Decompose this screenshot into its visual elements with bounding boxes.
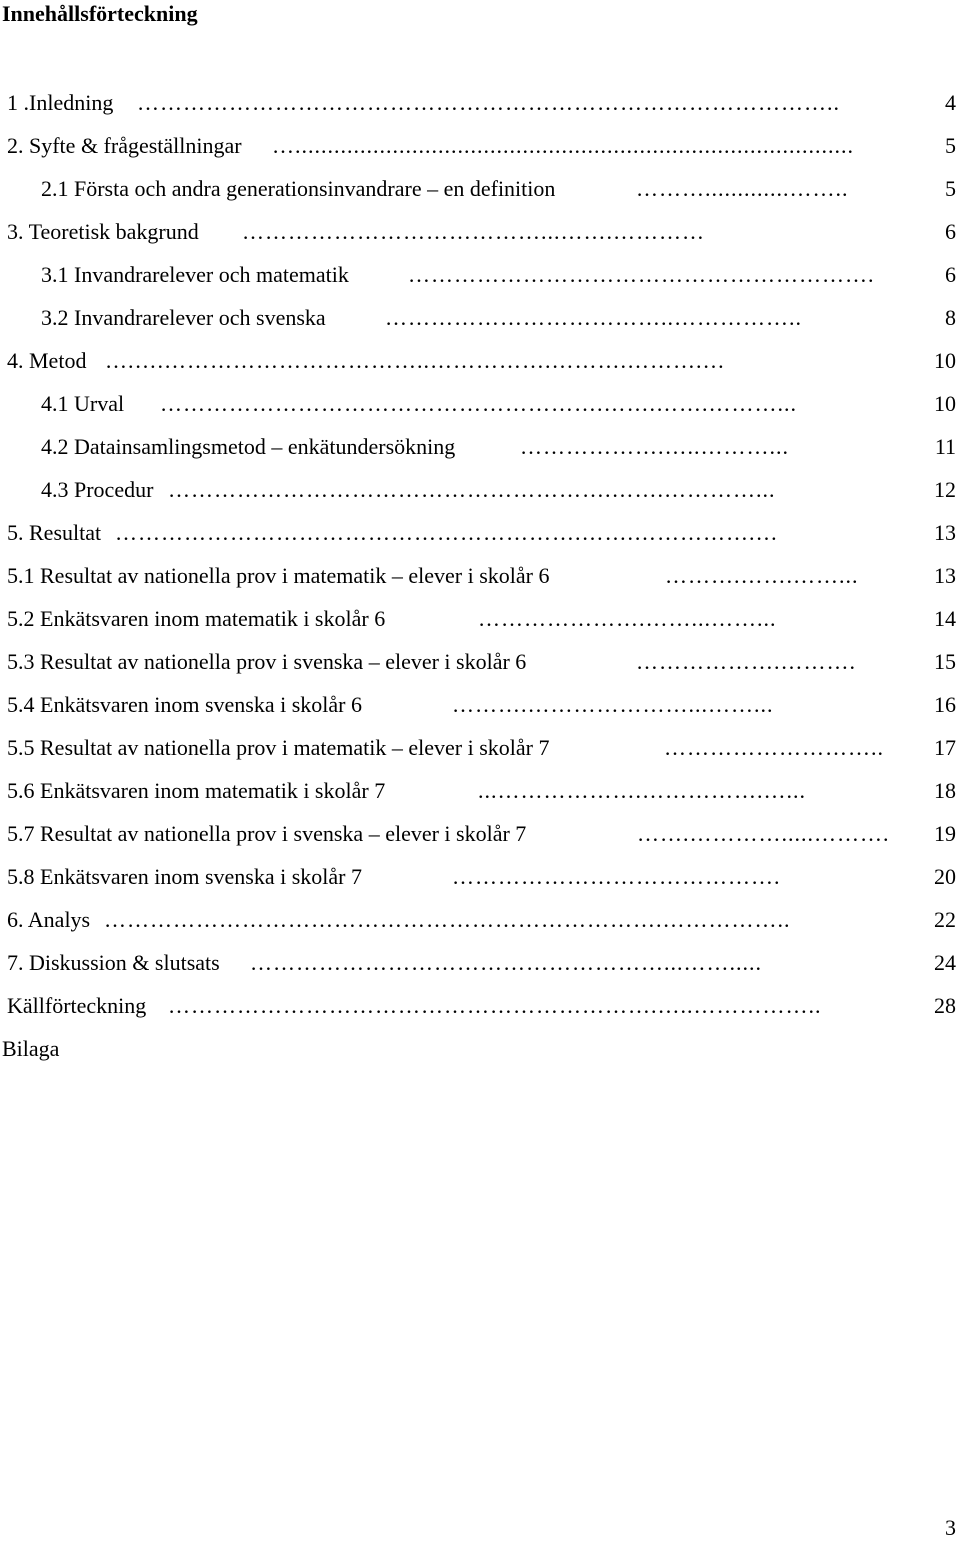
toc-entry-title: 3.1 Invandrarelever och matematik <box>41 262 349 287</box>
toc-entry-title: Bilaga <box>2 1036 60 1061</box>
toc-entry-leader: ……………………………………………………. <box>408 262 875 287</box>
toc-entry-leader: ………………………………..…………….. <box>385 305 802 330</box>
toc-entry-page: 19 <box>933 814 956 854</box>
toc-entry-title: 3. Teoretisk bakgrund <box>7 219 199 244</box>
toc-entry[interactable] <box>0 943 960 983</box>
toc-entry-page: 10 <box>933 341 956 381</box>
toc-entry-page: 28 <box>933 986 956 1026</box>
toc-entry-page: 4 <box>944 83 956 123</box>
toc-entry-leader: ……………………………………………………………………………….. <box>137 90 840 115</box>
toc-entry-leader: ……………….………. <box>636 649 856 674</box>
page-number: 3 <box>945 1515 956 1540</box>
toc-entry-title: 4.2 Datainsamlingsmetod – enkätundersökning <box>41 434 456 459</box>
toc-entry[interactable] <box>0 1029 960 1069</box>
toc-entry-leader: …….………….....………. <box>637 821 890 846</box>
toc-entry[interactable] <box>0 814 960 854</box>
toc-entry-leader: ….….……………………………..…………….……….……….… <box>105 348 726 373</box>
toc-entry-page: 22 <box>933 900 956 940</box>
toc-entry-title: 4.1 Urval <box>41 391 125 416</box>
toc-entry-page: 24 <box>933 943 956 983</box>
toc-entry-leader: ……………….…..………... <box>520 434 789 459</box>
toc-entry-title: 2. Syfte & frågeställningar <box>7 133 242 158</box>
toc-entry[interactable] <box>0 341 960 381</box>
toc-entry-title: 5.2 Enkätsvaren inom matematik i skolår 6 <box>7 606 386 631</box>
toc-entry-leader: ……….…….……... <box>665 563 859 588</box>
toc-entry-title: 3.2 Invandrarelever och svenska <box>41 305 326 330</box>
toc-entry-page: 11 <box>934 427 956 467</box>
toc-entry-page: 15 <box>933 642 956 682</box>
toc-entry-title: 6. Analys <box>7 907 91 932</box>
toc-entry-page: 13 <box>933 556 956 596</box>
page-title: Innehållsförteckning <box>2 1 198 26</box>
toc-entry-title: 1 .Inledning <box>7 90 114 115</box>
toc-entry[interactable] <box>0 642 960 682</box>
toc-entry[interactable] <box>0 83 960 123</box>
toc-entry-title: 5.7 Resultat av nationella prov i svenska – elever i skolår 7 <box>7 821 527 846</box>
toc-entry-title: 5.8 Enkätsvaren inom svenska i skolår 7 <box>7 864 362 889</box>
toc-entry-title: 2.1 Första och andra generationsinvandrare – en definition <box>41 176 556 201</box>
toc-entry-page: 16 <box>933 685 956 725</box>
toc-entry-title: 5.5 Resultat av nationella prov i matematik – elever i skolår 7 <box>7 735 550 760</box>
toc-entry[interactable] <box>0 513 960 553</box>
toc-entry-leader: …………………………………………………….…….…………….… <box>115 520 779 545</box>
toc-entry-leader: ...……………….…………….…... <box>478 778 806 803</box>
toc-entry[interactable] <box>0 986 960 1026</box>
toc-entry[interactable] <box>0 556 960 596</box>
toc-entry-page: 13 <box>933 513 956 553</box>
toc-entry[interactable] <box>0 212 960 252</box>
toc-entry-page: 6 <box>944 212 956 252</box>
toc-entry-leader: ………………….……...……... <box>478 606 777 631</box>
toc-entry[interactable] <box>0 470 960 510</box>
toc-entry-page: 5 <box>944 126 956 166</box>
toc-entry[interactable] <box>0 427 960 467</box>
toc-entry-page: 6 <box>944 255 956 295</box>
toc-entry-title: 5.1 Resultat av nationella prov i matematik – elever i skolår 6 <box>7 563 550 588</box>
toc-entry-title: 5.3 Resultat av nationella prov i svenska – elever i skolår 6 <box>7 649 527 674</box>
toc-entry-leader: ……………………………………………………….…..…………….. <box>168 993 822 1018</box>
toc-entry-page: 17 <box>933 728 956 768</box>
toc-entry[interactable] <box>0 298 960 338</box>
toc-entry[interactable] <box>0 255 960 295</box>
toc-entry-leader: ……….…………………...……... <box>452 692 774 717</box>
toc-entry-title: 7. Diskussion & slutsats <box>7 950 220 975</box>
toc-entry-page: 20 <box>933 857 956 897</box>
toc-entry-leader: ……………………….. <box>664 735 884 760</box>
toc-entry-title: 5. Resultat <box>7 520 102 545</box>
toc-entry[interactable] <box>0 728 960 768</box>
toc-entry-leader: …...................................................................................... <box>272 133 854 158</box>
toc-entry-leader: ………………………………………………...……..... <box>250 950 762 975</box>
toc-entry-title: 4.3 Procedur <box>41 477 154 502</box>
toc-entry-page: 8 <box>944 298 956 338</box>
toc-entry-title: 5.4 Enkätsvaren inom svenska i skolår 6 <box>7 692 362 717</box>
toc-entry[interactable] <box>0 169 960 209</box>
toc-entry[interactable] <box>0 685 960 725</box>
toc-entry-title: 4. Metod <box>7 348 87 373</box>
toc-entry-page: 5 <box>944 169 956 209</box>
toc-entry[interactable] <box>0 126 960 166</box>
toc-entry-title: 5.6 Enkätsvaren inom matematik i skolår 7 <box>7 778 386 803</box>
toc-entry-page: 14 <box>933 599 956 639</box>
toc-entry-title: Källförteckning <box>7 993 147 1018</box>
toc-entry-leader: ……….............…….. <box>636 176 849 201</box>
toc-entry-leader: ………………………………………………….…….…….………... <box>160 391 797 416</box>
toc-entry-page: 12 <box>933 470 956 510</box>
toc-entry-leader: ………………………………………………….…….…………... <box>168 477 776 502</box>
toc-entry-page: 18 <box>933 771 956 811</box>
toc-entry-leader: ……………………………………………………………….…………….. <box>104 907 791 932</box>
toc-entry-leader: …………………………………...…….………… <box>242 219 705 244</box>
toc-entry-leader: ……………………………………. <box>452 864 781 889</box>
toc-entry[interactable] <box>0 384 960 424</box>
toc-entry[interactable] <box>0 900 960 940</box>
toc-entry[interactable] <box>0 857 960 897</box>
toc-entry[interactable] <box>0 771 960 811</box>
toc-entry-page: 10 <box>933 384 956 424</box>
toc-entry[interactable] <box>0 599 960 639</box>
